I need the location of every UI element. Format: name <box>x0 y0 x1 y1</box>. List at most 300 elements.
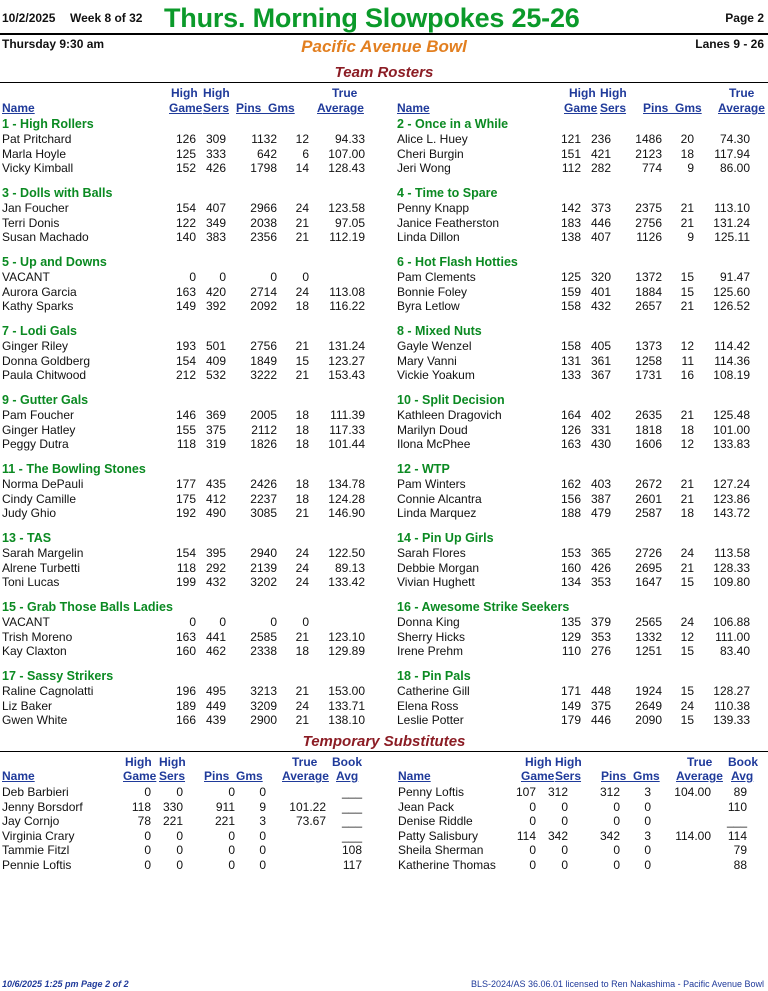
subs-column-right <box>385 753 768 872</box>
high-series: 0 <box>561 814 568 828</box>
subs-column-header <box>385 753 768 785</box>
substitute-row <box>385 829 768 844</box>
true-average: 111.00 <box>715 629 750 644</box>
bowler-row <box>385 216 768 231</box>
true-average: 114.00 <box>675 828 711 843</box>
sub-name: Sheila Sherman <box>398 843 484 857</box>
games-bowled: 15 <box>680 713 694 727</box>
bowler-row <box>385 477 768 492</box>
header-book-top: Book <box>728 755 758 769</box>
high-game: 163 <box>175 284 196 299</box>
sub-name: Patty Salisbury <box>398 828 479 843</box>
high-series: 479 <box>590 506 611 520</box>
high-series: 0 <box>176 828 183 843</box>
bowling-center: Pacific Avenue Bowl <box>301 37 467 56</box>
games-bowled: 12 <box>680 437 694 451</box>
bowler-name: Kathy Sparks <box>2 299 74 313</box>
bowler-name: Pam Clements <box>397 270 476 284</box>
total-pins: 642 <box>256 146 277 161</box>
total-pins: 2601 <box>635 491 662 506</box>
high-series: 292 <box>205 560 226 575</box>
true-average: 113.10 <box>714 201 750 215</box>
true-average: 112.19 <box>329 230 365 244</box>
bowler-name: Penny Knapp <box>397 201 470 215</box>
subs-title: Temporary Substitutes <box>302 733 466 750</box>
substitute-row <box>0 800 383 815</box>
true-average: 134.78 <box>328 477 365 491</box>
bowler-row <box>0 216 383 231</box>
league-title: Thurs. Morning Slowpokes 25-26 <box>164 3 580 33</box>
header-true-average: Average <box>718 101 765 115</box>
bowler-name: Leslie Potter <box>397 713 464 727</box>
sub-name: Pennie Loftis <box>2 857 72 872</box>
bowler-name: Linda Dillon <box>397 230 460 244</box>
high-game: 199 <box>175 575 196 589</box>
games-bowled: 24 <box>295 560 309 575</box>
total-pins: 2565 <box>635 615 662 629</box>
high-game: 166 <box>175 713 196 727</box>
true-average: 133.71 <box>328 698 365 713</box>
bowler-name: Sarah Margelin <box>2 546 84 560</box>
games-bowled: 15 <box>680 644 694 658</box>
book-average: ___ <box>726 814 747 828</box>
total-pins: 2375 <box>635 201 662 215</box>
total-pins: 1731 <box>635 368 662 382</box>
high-series: 0 <box>219 270 226 284</box>
total-pins: 3209 <box>250 698 277 713</box>
team-name: 9 - Gutter Gals <box>2 393 89 407</box>
substitute-row <box>385 843 768 858</box>
high-series: 331 <box>590 422 611 437</box>
bowler-row <box>0 423 383 438</box>
high-game: 155 <box>175 422 196 437</box>
roster-column-right <box>385 84 768 737</box>
true-average: 83.40 <box>719 644 750 658</box>
book-average: ___ <box>341 814 362 828</box>
true-average: 104.00 <box>674 785 711 799</box>
high-game: 164 <box>560 408 581 422</box>
high-game: 162 <box>560 477 581 491</box>
high-series: 387 <box>590 491 611 506</box>
true-average: 74.30 <box>719 132 750 146</box>
report-date: 10/2/2025 <box>2 11 56 25</box>
high-series: 0 <box>219 615 226 629</box>
book-average: 88 <box>733 857 747 872</box>
high-series: 0 <box>176 785 183 799</box>
games-bowled: 24 <box>295 284 309 299</box>
high-series: 430 <box>590 437 611 451</box>
high-series: 426 <box>590 560 611 575</box>
games-bowled: 21 <box>680 491 694 506</box>
games-bowled: 21 <box>295 368 309 382</box>
sub-name: Penny Loftis <box>398 785 465 799</box>
total-pins: 2356 <box>250 230 277 244</box>
games-bowled: 18 <box>680 506 694 520</box>
true-average: 111.39 <box>330 408 365 422</box>
team-name: 4 - Time to Spare <box>397 186 498 200</box>
true-average: 113.08 <box>329 284 365 299</box>
subs-column-header <box>0 753 383 785</box>
team-block <box>0 668 383 737</box>
total-pins: 342 <box>599 828 620 843</box>
high-game: 154 <box>175 546 196 560</box>
games-bowled: 18 <box>680 146 694 161</box>
bowler-row <box>385 285 768 300</box>
bowler-name: VACANT <box>2 270 50 284</box>
high-game: 126 <box>560 422 581 437</box>
high-game: 159 <box>560 284 581 299</box>
games-bowled: 18 <box>295 644 309 658</box>
high-series: 403 <box>590 477 611 491</box>
high-game: 118 <box>176 437 196 451</box>
high-series: 426 <box>205 161 226 175</box>
high-game: 121 <box>560 132 581 146</box>
total-pins: 2338 <box>250 644 277 658</box>
bowler-name: Marla Hoyle <box>2 146 67 161</box>
total-pins: 1373 <box>635 339 662 353</box>
total-pins: 1924 <box>635 684 662 698</box>
games-bowled: 0 <box>302 270 309 284</box>
substitute-row <box>385 800 768 815</box>
games-bowled: 21 <box>295 230 309 244</box>
games-bowled: 12 <box>680 629 694 644</box>
header-high-top: High <box>525 755 552 769</box>
bowler-name: Liz Baker <box>2 698 53 713</box>
high-series: 407 <box>205 201 226 215</box>
high-series: 432 <box>205 575 226 589</box>
bowler-row <box>385 408 768 423</box>
team-name: 10 - Split Decision <box>397 393 505 407</box>
header-pins-gms: Pins Gms <box>601 769 660 783</box>
bowler-row <box>0 339 383 354</box>
total-pins: 0 <box>228 843 235 857</box>
high-game: 153 <box>560 546 581 560</box>
total-pins: 2695 <box>635 560 662 575</box>
high-game: 158 <box>560 339 581 353</box>
high-series: 309 <box>205 132 226 146</box>
total-pins: 312 <box>599 785 620 799</box>
true-average: 123.58 <box>328 201 365 215</box>
total-pins: 2426 <box>250 477 277 491</box>
bowler-name: Debbie Morgan <box>397 560 480 575</box>
games-bowled: 3 <box>644 828 651 843</box>
bowler-name: Gayle Wenzel <box>397 339 472 353</box>
header-high-sers: Sers <box>159 769 186 783</box>
sub-name: Jenny Borsdorf <box>2 799 83 814</box>
high-game: 0 <box>144 857 151 872</box>
total-pins: 1372 <box>635 270 662 284</box>
high-game: 131 <box>560 353 581 368</box>
high-series: 333 <box>205 146 226 161</box>
true-average: 113.58 <box>714 546 750 560</box>
high-series: 365 <box>590 546 611 560</box>
bowler-name: Elena Ross <box>397 698 459 713</box>
bowler-row <box>385 270 768 285</box>
league-time: Thursday 9:30 am <box>2 37 105 51</box>
games-bowled: 0 <box>644 857 651 872</box>
book-average: 108 <box>341 843 362 857</box>
games-bowled: 24 <box>295 546 309 560</box>
bowler-row <box>385 201 768 216</box>
bowler-name: Pat Pritchard <box>2 132 72 146</box>
total-pins: 3222 <box>250 368 277 382</box>
total-pins: 1332 <box>635 629 662 644</box>
high-series: 405 <box>590 339 611 353</box>
header-high-top2: High <box>600 86 627 100</box>
bowler-name: Donna King <box>397 615 460 629</box>
high-series: 421 <box>590 146 611 161</box>
bowler-name: Connie Alcantra <box>397 491 482 506</box>
bowler-name: Cindy Camille <box>2 491 77 506</box>
high-series: 409 <box>205 353 226 368</box>
bowler-name: Ilona McPhee <box>397 437 471 451</box>
team-block <box>0 254 383 323</box>
high-series: 276 <box>590 644 611 658</box>
high-game: 138 <box>560 230 581 244</box>
rosters-title: Team Rosters <box>334 64 434 81</box>
team-name: 11 - The Bowling Stones <box>2 462 146 476</box>
high-game: 0 <box>144 843 151 857</box>
total-pins: 3202 <box>250 575 277 589</box>
header-high-top: High <box>125 755 152 769</box>
high-series: 441 <box>205 629 226 644</box>
bowler-row <box>0 354 383 369</box>
games-bowled: 21 <box>680 408 694 422</box>
bowler-name: Kay Claxton <box>2 644 67 658</box>
header-name: Name <box>398 769 431 783</box>
total-pins: 0 <box>613 857 620 872</box>
high-series: 319 <box>205 437 226 451</box>
bowler-row <box>0 299 383 314</box>
substitute-row <box>385 785 768 800</box>
true-average: 117.94 <box>714 146 750 161</box>
book-average: 79 <box>733 843 747 857</box>
true-average: 106.88 <box>713 615 750 629</box>
high-game: 126 <box>175 132 196 146</box>
high-series: 420 <box>205 284 226 299</box>
bowler-row <box>385 630 768 645</box>
bowler-row <box>0 546 383 561</box>
total-pins: 221 <box>214 814 235 828</box>
high-game: 135 <box>560 615 581 629</box>
high-series: 221 <box>162 814 183 828</box>
total-pins: 0 <box>270 270 277 284</box>
games-bowled: 15 <box>680 575 694 589</box>
book-average: 110 <box>727 799 747 814</box>
total-pins: 2756 <box>635 215 662 230</box>
bowler-name: Pam Winters <box>397 477 466 491</box>
games-bowled: 24 <box>680 698 694 713</box>
bowler-row <box>0 437 383 452</box>
games-bowled: 21 <box>680 477 694 491</box>
high-game: 134 <box>560 575 581 589</box>
high-game: 177 <box>175 477 196 491</box>
bowler-name: Gwen White <box>2 713 68 727</box>
high-game: 0 <box>189 615 196 629</box>
games-bowled: 0 <box>259 828 266 843</box>
true-average: 126.52 <box>713 299 750 313</box>
sub-name: Deb Barbieri <box>2 785 69 799</box>
games-bowled: 14 <box>295 161 309 175</box>
header-true-top: True <box>292 755 318 769</box>
high-series: 439 <box>205 713 226 727</box>
bowler-row <box>0 713 383 728</box>
high-game: 175 <box>175 491 196 506</box>
high-game: 163 <box>175 629 196 644</box>
team-list-right <box>385 116 768 737</box>
bowler-row <box>385 506 768 521</box>
total-pins: 2672 <box>635 477 662 491</box>
games-bowled: 0 <box>259 843 266 857</box>
high-series: 395 <box>205 546 226 560</box>
team-name: 6 - Hot Flash Hotties <box>397 255 518 269</box>
games-bowled: 0 <box>259 785 266 799</box>
book-average: ___ <box>341 828 362 843</box>
total-pins: 1818 <box>635 422 662 437</box>
team-name: 16 - Awesome Strike Seekers <box>397 600 570 614</box>
header-true-top: True <box>687 755 713 769</box>
high-series: 0 <box>561 843 568 857</box>
team-name: 13 - TAS <box>2 531 52 545</box>
high-series: 330 <box>162 799 183 814</box>
bowler-name: VACANT <box>2 615 50 629</box>
true-average: 101.00 <box>713 422 750 437</box>
high-game: 149 <box>560 698 581 713</box>
true-average: 101.22 <box>289 799 326 814</box>
total-pins: 2726 <box>635 546 662 560</box>
games-bowled: 21 <box>680 215 694 230</box>
high-game: 142 <box>560 201 581 215</box>
true-average: 153.00 <box>328 684 365 698</box>
team-block <box>0 530 383 599</box>
true-average: 114.36 <box>714 353 750 368</box>
high-game: 192 <box>175 506 196 520</box>
team-name: 7 - Lodi Gals <box>2 324 78 338</box>
high-series: 342 <box>547 828 568 843</box>
games-bowled: 15 <box>680 270 694 284</box>
true-average: 116.22 <box>329 299 365 313</box>
bowler-row <box>0 615 383 630</box>
high-series: 353 <box>590 575 611 589</box>
book-average: ___ <box>341 785 362 799</box>
high-game: 133 <box>560 368 581 382</box>
bowler-row <box>0 561 383 576</box>
high-series: 392 <box>205 299 226 313</box>
total-pins: 0 <box>270 615 277 629</box>
bowler-name: Paula Chitwood <box>2 368 87 382</box>
header-pins-gms: Pins Gms <box>236 101 295 115</box>
games-bowled: 12 <box>295 132 309 146</box>
true-average: 146.90 <box>328 506 365 520</box>
team-block <box>385 254 768 323</box>
high-game: 0 <box>189 270 196 284</box>
games-bowled: 18 <box>295 437 309 451</box>
true-average: 139.33 <box>713 713 750 727</box>
true-average: 153.43 <box>328 368 365 382</box>
total-pins: 2090 <box>635 713 662 727</box>
true-average: 128.43 <box>328 161 365 175</box>
total-pins: 2635 <box>635 408 662 422</box>
total-pins: 2038 <box>250 215 277 230</box>
team-name: 2 - Once in a While <box>397 117 509 131</box>
true-average: 73.67 <box>295 814 326 828</box>
bowler-name: Toni Lucas <box>2 575 60 589</box>
bowler-row <box>0 201 383 216</box>
bowler-name: Alrene Turbetti <box>2 560 81 575</box>
high-series: 0 <box>561 857 568 872</box>
bowler-row <box>385 437 768 452</box>
subs-divider <box>0 751 768 752</box>
substitute-row <box>385 858 768 873</box>
games-bowled: 15 <box>680 284 694 299</box>
header-high-top2: High <box>555 755 582 769</box>
team-name: 18 - Pin Pals <box>397 669 471 683</box>
total-pins: 0 <box>613 814 620 828</box>
bowler-row <box>385 575 768 590</box>
bowler-name: Bonnie Foley <box>397 284 468 299</box>
high-game: 125 <box>560 270 581 284</box>
true-average: 110.38 <box>714 698 750 713</box>
high-series: 0 <box>176 843 183 857</box>
bowler-name: Norma DePauli <box>2 477 84 491</box>
roster-column-header <box>385 84 768 116</box>
bowler-row <box>0 132 383 147</box>
high-series: 369 <box>205 408 226 422</box>
total-pins: 1849 <box>250 353 277 368</box>
team-list-left <box>0 116 383 737</box>
true-average: 133.83 <box>713 437 750 451</box>
bowler-name: Vivian Hughett <box>397 575 475 589</box>
games-bowled: 24 <box>295 575 309 589</box>
team-block <box>385 599 768 668</box>
bowler-row <box>385 161 768 176</box>
sub-name: Denise Riddle <box>398 814 473 828</box>
bowler-row <box>0 630 383 645</box>
bowler-row <box>385 354 768 369</box>
high-game: 0 <box>529 843 536 857</box>
high-game: 154 <box>175 353 196 368</box>
games-bowled: 18 <box>295 408 309 422</box>
bowler-name: Kathleen Dragovich <box>397 408 502 422</box>
true-average: 123.10 <box>328 629 365 644</box>
bowler-name: Jeri Wong <box>397 161 451 175</box>
total-pins: 2005 <box>250 408 277 422</box>
games-bowled: 21 <box>680 201 694 215</box>
bowler-row <box>385 561 768 576</box>
team-name: 12 - WTP <box>397 462 450 476</box>
book-average: 114 <box>727 828 747 843</box>
team-block <box>385 116 768 185</box>
high-game: 189 <box>175 698 196 713</box>
bowler-row <box>385 684 768 699</box>
high-game: 154 <box>175 201 196 215</box>
bowler-name: Cheri Burgin <box>397 146 464 161</box>
high-series: 446 <box>590 713 611 727</box>
header-name: Name <box>397 101 430 115</box>
total-pins: 2092 <box>250 299 277 313</box>
header-high-top: High <box>569 86 596 100</box>
total-pins: 2940 <box>250 546 277 560</box>
high-game: 151 <box>560 146 581 161</box>
true-average: 91.47 <box>719 270 750 284</box>
games-bowled: 11 <box>681 353 694 368</box>
team-block <box>0 392 383 461</box>
bowler-row <box>385 368 768 383</box>
games-bowled: 21 <box>680 299 694 313</box>
header-true-top: True <box>729 86 755 100</box>
true-average: 109.80 <box>713 575 750 589</box>
total-pins: 0 <box>228 857 235 872</box>
